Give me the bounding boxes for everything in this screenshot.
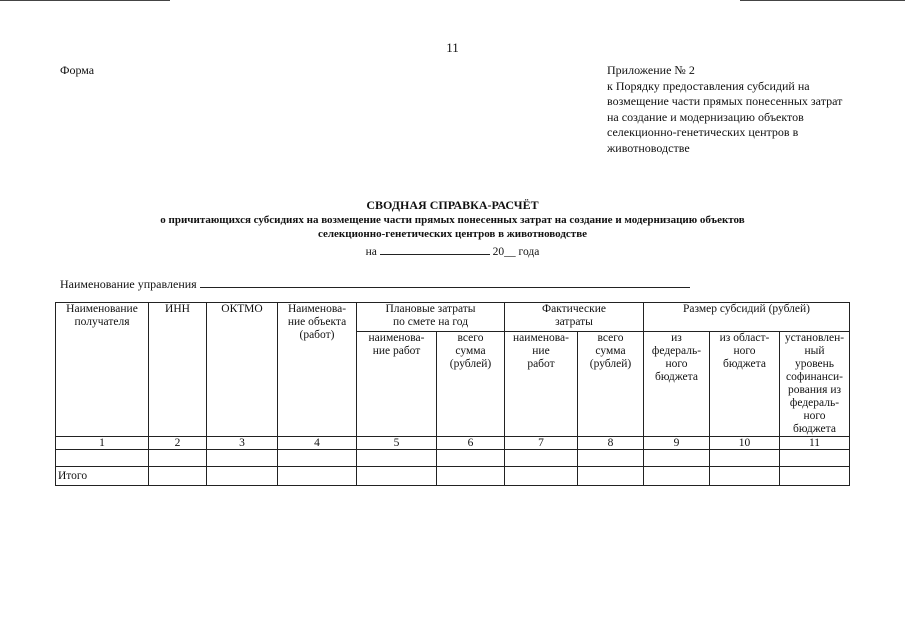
table-cell <box>357 467 437 486</box>
form-label: Форма <box>60 63 95 77</box>
subtitle-line: о причитающихся субсидиях на возмещение части прямых понесенных затрат на создание и модернизацию объектов <box>160 214 745 226</box>
column-number: 4 <box>278 437 357 450</box>
appendix-block <box>607 63 877 156</box>
appendix-line: к Порядку предоставления субсидий на <box>607 78 810 93</box>
table-cell <box>578 450 644 467</box>
column-number: 2 <box>149 437 207 450</box>
header-regional-budget: из област- ного бюджета <box>710 332 780 437</box>
column-number: 11 <box>780 437 850 450</box>
header-planned-works: наименова- ние работ <box>357 332 437 437</box>
column-number: 7 <box>505 437 578 450</box>
header-row-1 <box>56 303 850 332</box>
appendix-line: Приложение № 2 <box>607 63 695 77</box>
column-number: 1 <box>56 437 149 450</box>
table-cell <box>207 450 278 467</box>
table-cell <box>207 467 278 486</box>
table-cell <box>710 450 780 467</box>
total-row <box>56 467 850 486</box>
table-cell <box>644 467 710 486</box>
header-inn: ИНН <box>149 303 207 437</box>
table-cell <box>505 467 578 486</box>
column-number: 10 <box>710 437 780 450</box>
management-blank <box>200 276 690 288</box>
date-year: 20__ года <box>492 246 540 258</box>
table-cell <box>278 450 357 467</box>
header-recipient: Наименование получателя <box>56 303 149 437</box>
header-cofinancing-level: установлен- ный уровень софинанси- рования из федераль- ного бюджета <box>780 332 850 437</box>
header-actual-sum: всего сумма (рублей) <box>578 332 644 437</box>
date-line <box>0 243 905 258</box>
table-cell <box>437 467 505 486</box>
table-cell <box>56 450 149 467</box>
column-number: 6 <box>437 437 505 450</box>
column-number-row <box>56 437 850 450</box>
appendix-line: возмещение части прямых понесенных затрат <box>607 94 843 108</box>
date-blank <box>380 243 490 255</box>
header-oktmo: ОКТМО <box>207 303 278 437</box>
date-prefix: на <box>365 246 377 258</box>
header-actual-works: наименова- ние работ <box>505 332 578 437</box>
column-number: 9 <box>644 437 710 450</box>
table-cell <box>357 450 437 467</box>
calculation-table <box>55 302 850 486</box>
table-cell <box>278 467 357 486</box>
header-federal-budget: из федераль- ного бюджета <box>644 332 710 437</box>
scan-top-line-left <box>0 0 170 1</box>
header-actual-costs: Фактические затраты <box>505 303 644 332</box>
subtitle-line: селекционно-генетических центров в животноводстве <box>317 227 588 240</box>
table-row <box>56 450 850 467</box>
table-cell <box>780 450 850 467</box>
column-number: 3 <box>207 437 278 450</box>
table-cell <box>149 450 207 467</box>
appendix-line: селекционно-генетических центров в <box>607 125 799 139</box>
header-planned-costs: Плановые затраты по смете на год <box>357 303 505 332</box>
total-label: Итого <box>56 467 149 486</box>
appendix-line: животноводстве <box>607 140 690 155</box>
appendix-line: на создание и модернизацию объектов <box>607 109 804 124</box>
page-number: 11 <box>446 40 459 55</box>
table-cell <box>578 467 644 486</box>
header-object: Наименова- ние объекта (работ) <box>278 303 357 437</box>
management-label: Наименование управления <box>60 277 197 291</box>
management-line <box>60 276 690 292</box>
column-number: 8 <box>578 437 644 450</box>
table-cell <box>644 450 710 467</box>
header-subsidy-size: Размер субсидий (рублей) <box>644 303 850 332</box>
table-cell <box>437 450 505 467</box>
document-subtitle <box>0 214 905 241</box>
table-cell <box>505 450 578 467</box>
column-number: 5 <box>357 437 437 450</box>
table-cell <box>149 467 207 486</box>
header-planned-sum: всего сумма (рублей) <box>437 332 505 437</box>
table-cell <box>780 467 850 486</box>
document-title: СВОДНАЯ СПРАВКА-РАСЧЁТ <box>366 198 539 212</box>
scan-top-line-right <box>740 0 905 1</box>
table-cell <box>710 467 780 486</box>
